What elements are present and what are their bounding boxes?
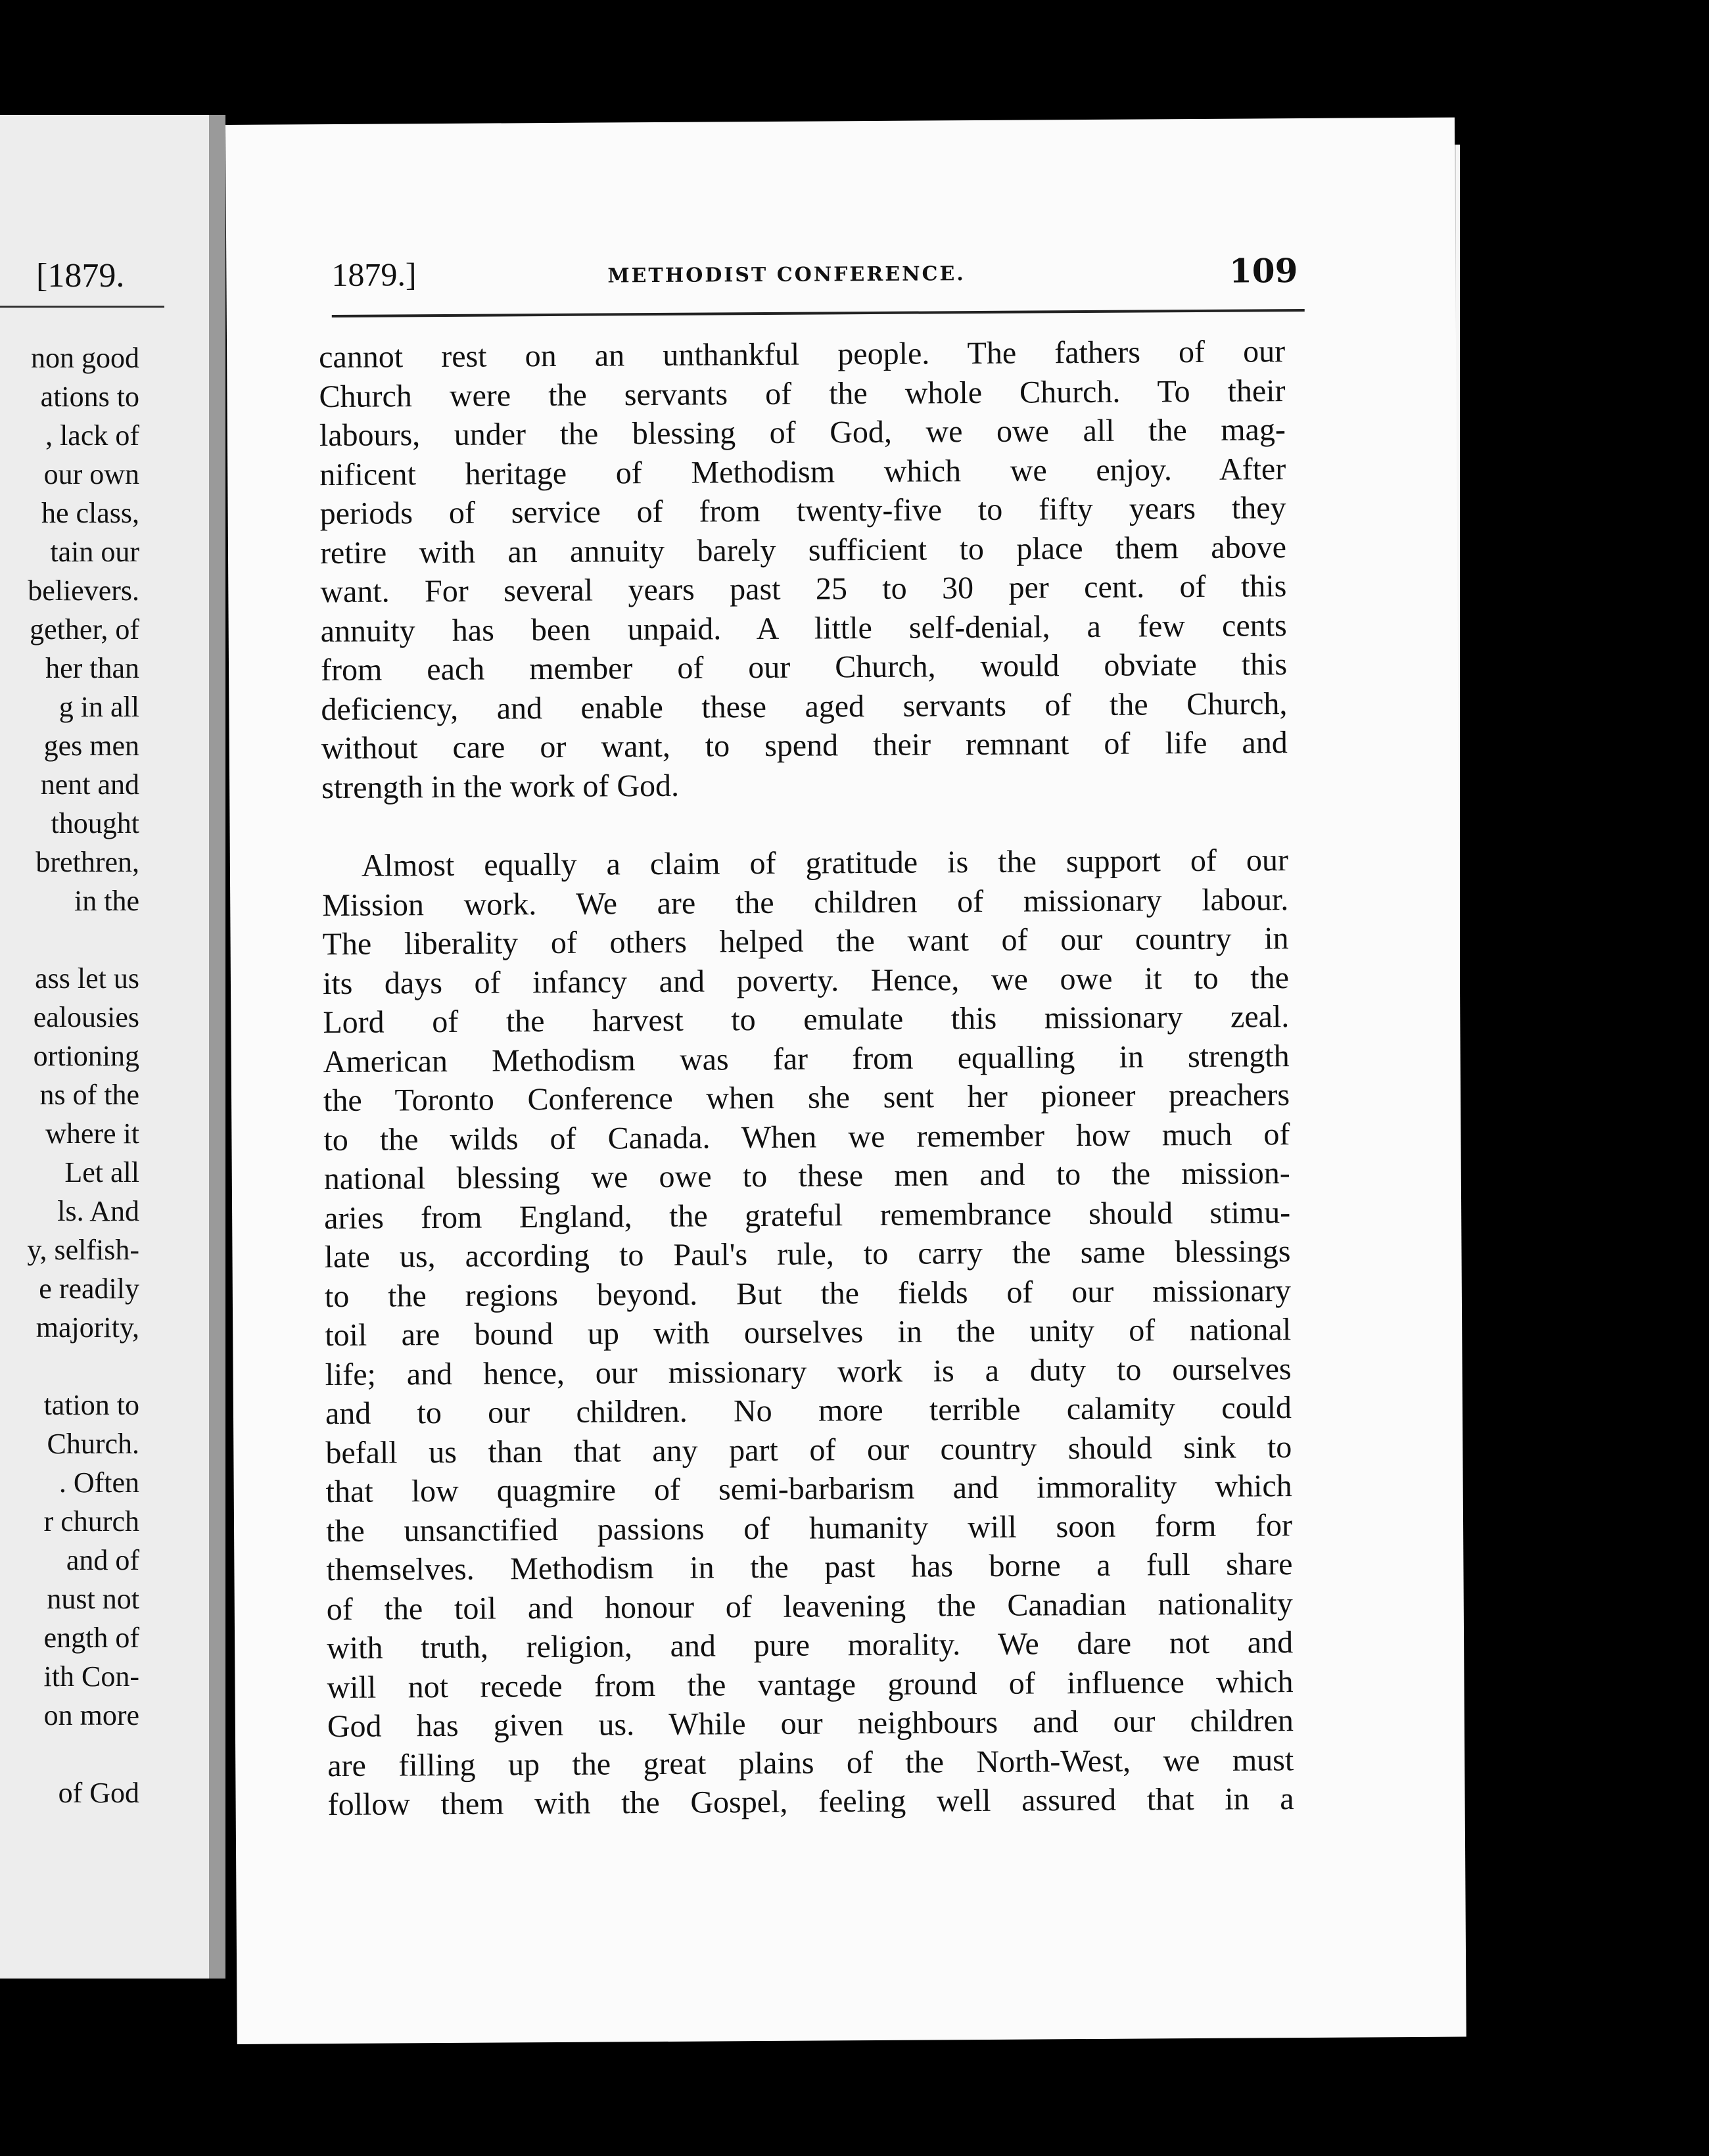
text-line: of the toil and honour of leavening the Canadian nationality [326, 1585, 1293, 1627]
text-line: its days of infancy and poverty. Hence, we owe it to the [322, 960, 1290, 1001]
text-line: that low quagmire of semi-barbarism and immorality which [325, 1468, 1292, 1510]
facing-page-line: ith Con- [43, 1660, 139, 1693]
facing-page-line: her than [45, 652, 139, 684]
facing-page-line: ns of the [39, 1079, 139, 1111]
facing-page-line: ass let us [35, 962, 139, 995]
facing-page-line [27, 1735, 139, 1773]
facing-page-line: he class, [41, 497, 139, 529]
text-line: The liberality of others helped the want of our country in [322, 921, 1289, 962]
text-line: to the wilds of Canada. When we remember how much of [323, 1116, 1290, 1158]
paragraph-gap [321, 801, 1288, 847]
text-line: cannot rest on an unthankful people. The fathers of our [319, 334, 1286, 375]
facing-page-line: ength of [43, 1622, 139, 1654]
text-line: with truth, religion, and pure morality. We dare not and [326, 1625, 1294, 1666]
facing-page [0, 115, 209, 1979]
text-line: befall us than that any part of our country should sink to [325, 1429, 1292, 1470]
facing-page-line: majority, [35, 1311, 139, 1344]
running-head-title: METHODIST CONFERENCE. [607, 262, 966, 288]
text-line: will not recede from the vantage ground of influence which [327, 1664, 1294, 1705]
facing-page-line: our own [43, 458, 139, 490]
paragraph [322, 841, 1294, 1824]
text-line: strength in the work of God. [321, 768, 680, 805]
facing-page-line: of God [58, 1777, 139, 1809]
running-head-year: 1879.] [331, 256, 417, 294]
facing-page-line: , lack of [45, 419, 139, 452]
text-line: periods of service of from twenty-five to fifty years they [319, 490, 1286, 532]
facing-page-line: ations to [40, 381, 139, 413]
page-number: 109 [1229, 251, 1298, 291]
text-line: retire with an annuity barely sufficient to place them above [319, 529, 1287, 571]
running-header [331, 250, 1298, 302]
text-line: from each member of our Church, would obviate this [320, 647, 1288, 688]
text-line: nificent heritage of Methodism which we enjoy. After [319, 451, 1286, 492]
facing-page-line [27, 920, 139, 959]
facing-page-line: Church. [47, 1428, 139, 1460]
facing-page-line: r church [43, 1505, 139, 1537]
text-line: to the regions beyond. But the fields of our missionary [324, 1273, 1292, 1314]
facing-page-line: brethren, [35, 846, 139, 878]
text-line: the Toronto Conference when she sent her pioneer preachers [323, 1077, 1290, 1119]
facing-page-line: ges men [43, 730, 139, 762]
paragraph [319, 332, 1288, 807]
facing-page-rule [0, 306, 164, 308]
facing-page-line: g in all [59, 691, 139, 723]
facing-page-line: nust not [47, 1583, 139, 1615]
facing-page-line: Let all [64, 1156, 139, 1188]
facing-page-text [27, 339, 139, 1812]
facing-page-line: ls. And [57, 1195, 139, 1227]
facing-page-running-head: [1879. [36, 257, 125, 294]
text-line: Lord of the harvest to emulate this missionary zeal. [323, 999, 1290, 1041]
facing-page-line: where it [45, 1117, 139, 1150]
facing-page-line: e readily [39, 1273, 139, 1305]
facing-page-line: ealousies [33, 1001, 139, 1033]
text-line: deficiency, and enable these aged servants of the Church, [321, 686, 1288, 727]
text-line: labours, under the blessing of God, we owe all the mag- [319, 412, 1286, 454]
facing-page-line: nent and [40, 768, 139, 801]
text-line: toil are bound up with ourselves in the unity of national [325, 1312, 1292, 1353]
facing-page-line: y, selfish- [27, 1234, 139, 1266]
facing-page-line: non good [31, 342, 139, 374]
facing-page-line: tain our [50, 536, 139, 568]
text-line: follow them with the Gospel, feeling well assured that in a [327, 1781, 1294, 1823]
text-line: American Methodism was far from equalling in strength [323, 1038, 1290, 1079]
facing-page-line: in the [74, 885, 139, 917]
facing-page-line: ortioning [33, 1040, 139, 1072]
text-line: aries from England, the grateful remembrance should stimu- [324, 1194, 1291, 1236]
facing-page-line: gether, of [30, 613, 139, 645]
text-line: national blessing we owe to these men and to the mission- [323, 1156, 1290, 1197]
facing-page-line: and of [66, 1544, 139, 1576]
text-line: Church were the servants of the whole Church. To their [319, 373, 1286, 414]
text-line: themselves. Methodism in the past has borne a full share [326, 1547, 1293, 1588]
facing-page-line: on more [43, 1699, 139, 1731]
text-line: Almost equally a claim of gratitude is the support of our [361, 843, 1289, 883]
text-line: late us, according to Paul's rule, to carry the same blessings [324, 1234, 1291, 1275]
facing-page-line: believers. [28, 574, 139, 607]
text-line: annuity has been unpaid. A little self-denial, a few cents [320, 607, 1287, 649]
facing-page-line: . Often [59, 1466, 139, 1499]
facing-page-line [27, 1347, 139, 1386]
text-line: God has given us. While our neighbours and our children [327, 1703, 1294, 1745]
text-line: the unsanctified passions of humanity will soon form for [325, 1507, 1293, 1549]
text-line: want. For several years past 25 to 30 per cent. of this [320, 569, 1287, 610]
facing-page-line: tation to [43, 1389, 139, 1421]
book-gutter [209, 115, 225, 1979]
header-rule [332, 309, 1305, 317]
main-page [225, 118, 1466, 2044]
body-text [319, 332, 1294, 1824]
text-line: Mission work. We are the children of missionary labour. [322, 881, 1289, 923]
text-line: and to our children. No more terrible calamity could [325, 1390, 1292, 1432]
text-line: without care or want, to spend their remnant of life and [321, 725, 1288, 766]
facing-page-line: thought [51, 807, 139, 839]
text-line: are filling up the great plains of the North-West, we must [327, 1742, 1294, 1783]
text-line: life; and hence, our missionary work is a duty to ourselves [325, 1351, 1292, 1392]
